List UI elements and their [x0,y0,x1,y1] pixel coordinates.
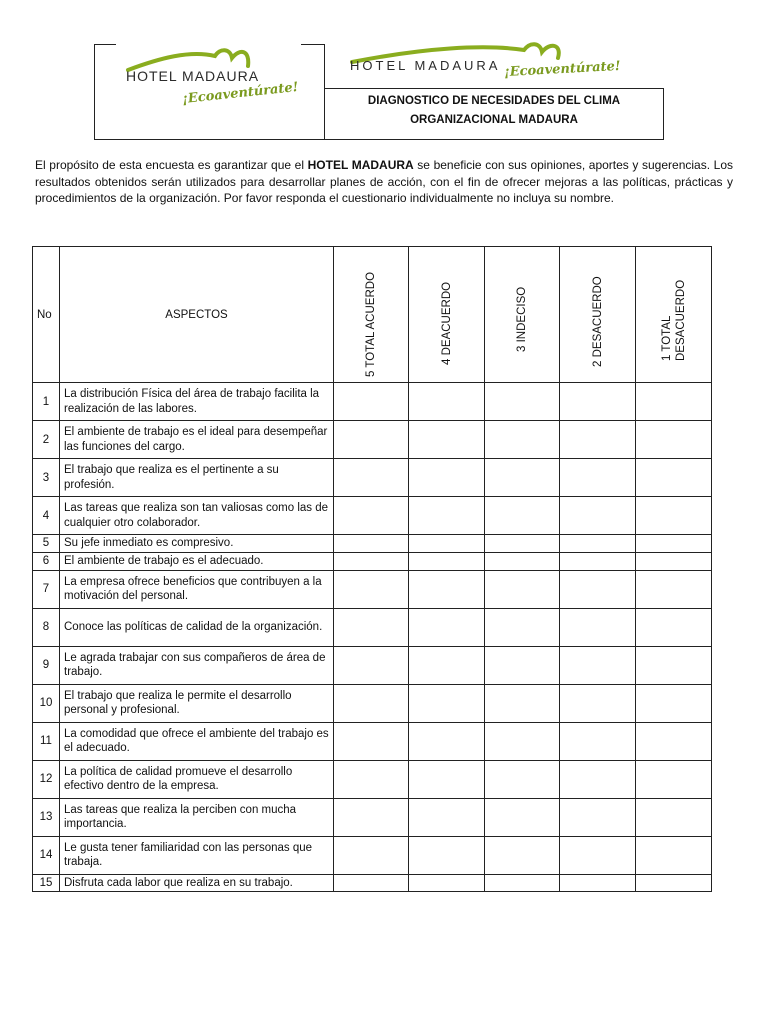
answer-cell-4[interactable] [409,383,485,421]
intro-paragraph [35,157,733,207]
answer-cell-5[interactable] [334,552,409,570]
title-line-2: ORGANIZACIONAL MADAURA [410,114,578,126]
answer-cell-5[interactable] [334,798,409,836]
answer-cell-5[interactable] [334,646,409,684]
title-line-1: DIAGNOSTICO DE NECESIDADES DEL CLIMA [367,95,621,107]
answer-cell-4[interactable] [409,874,485,892]
scale-5-label: 5 TOTAL ACUERDO [365,271,377,377]
answer-cell-3[interactable] [485,383,560,421]
answer-cell-1[interactable] [636,684,712,722]
row-number: 10 [33,684,60,722]
row-aspect-text: Le agrada trabajar con sus compañeros de área de trabajo. [60,646,334,684]
row-aspect-text: El ambiente de trabajo es el adecuado. [60,552,334,570]
answer-cell-4[interactable] [409,836,485,874]
answer-cell-5[interactable] [334,608,409,646]
answer-cell-4[interactable] [409,421,485,459]
answer-cell-3[interactable] [485,722,560,760]
document-title [324,92,664,130]
intro-part-2: se beneficie con sus opiniones, aportes y sugerencias. Los resultados obtenidos serán utilizados para desarrollar planes de acción, con el fin de ofrecer mejoras a las políticas, prácticas y procedimientos de la organización. Por favor responda el cuestionario individualmente no incluya su nombre. [35,158,734,205]
table-row [33,760,712,798]
answer-cell-2[interactable] [560,760,636,798]
answer-cell-3[interactable] [485,459,560,497]
hotel-logo-left [120,44,310,114]
intro-hotel-name: HOTEL MADAURA [307,158,414,172]
answer-cell-2[interactable] [560,421,636,459]
answer-cell-1[interactable] [636,383,712,421]
answer-cell-1[interactable] [636,760,712,798]
answer-cell-5[interactable] [334,760,409,798]
row-number: 6 [33,552,60,570]
logo-left-name: HOTEL MADAURA [126,68,260,84]
answer-cell-2[interactable] [560,535,636,553]
table-row [33,421,712,459]
scale-3-label: 3 INDECISO [516,286,528,352]
scale-2-label: 2 DESACUERDO [591,275,604,367]
table-row [33,684,712,722]
answer-cell-3[interactable] [485,570,560,608]
table-row [33,459,712,497]
table-header-row [33,247,712,383]
row-aspect-text: Disfruta cada labor que realiza en su trabajo. [60,874,334,892]
answer-cell-4[interactable] [409,798,485,836]
answer-cell-1[interactable] [636,535,712,553]
answer-cell-3[interactable] [485,421,560,459]
header-scale-1 [636,247,712,383]
answer-cell-2[interactable] [560,684,636,722]
answer-cell-1[interactable] [636,552,712,570]
answer-cell-3[interactable] [485,874,560,892]
survey-table [32,246,712,892]
answer-cell-3[interactable] [485,836,560,874]
row-aspect-text: Conoce las políticas de calidad de la organización. [60,608,334,646]
answer-cell-5[interactable] [334,459,409,497]
row-aspect-text: El trabajo que realiza le permite el desarrollo personal y profesional. [60,684,334,722]
answer-cell-3[interactable] [485,760,560,798]
answer-cell-2[interactable] [560,552,636,570]
header-scale-2 [560,247,636,383]
answer-cell-4[interactable] [409,497,485,535]
table-row [33,383,712,421]
row-number: 12 [33,760,60,798]
answer-cell-3[interactable] [485,535,560,553]
answer-cell-4[interactable] [409,535,485,553]
table-row [33,570,712,608]
table-row [33,874,712,892]
answer-cell-5[interactable] [334,722,409,760]
answer-cell-2[interactable] [560,836,636,874]
answer-cell-5[interactable] [334,874,409,892]
answer-cell-2[interactable] [560,646,636,684]
row-number: 5 [33,535,60,553]
answer-cell-3[interactable] [485,552,560,570]
answer-cell-1[interactable] [636,608,712,646]
header-aspects: ASPECTOS [60,247,334,383]
answer-cell-4[interactable] [409,552,485,570]
answer-cell-2[interactable] [560,874,636,892]
answer-cell-2[interactable] [560,798,636,836]
row-aspect-text: Las tareas que realiza son tan valiosas como las de cualquier otro colaborador. [60,497,334,535]
row-number: 13 [33,798,60,836]
row-number: 14 [33,836,60,874]
answer-cell-3[interactable] [485,646,560,684]
row-aspect-text: Las tareas que realiza la perciben con mucha importancia. [60,798,334,836]
header-no: No [33,247,60,383]
answer-cell-4[interactable] [409,608,485,646]
answer-cell-3[interactable] [485,608,560,646]
row-aspect-text: La política de calidad promueve el desarrollo efectivo dentro de la empresa. [60,760,334,798]
logo-right-name: HOTEL MADAURA [350,58,501,73]
answer-cell-4[interactable] [409,646,485,684]
row-number: 11 [33,722,60,760]
answer-cell-3[interactable] [485,684,560,722]
answer-cell-4[interactable] [409,722,485,760]
row-aspect-text: El ambiente de trabajo es el ideal para desempeñar las funciones del cargo. [60,421,334,459]
intro-part-1: El propósito de esta encuesta es garantizar que el [35,158,308,172]
table-row [33,722,712,760]
answer-cell-2[interactable] [560,570,636,608]
row-aspect-text: El trabajo que realiza es el pertinente a su profesión. [60,459,334,497]
answer-cell-3[interactable] [485,497,560,535]
row-number: 9 [33,646,60,684]
row-aspect-text: Le gusta tener familiaridad con las personas que trabaja. [60,836,334,874]
scale-1-label: 1 TOTAL DESACUERDO [660,279,687,361]
answer-cell-5[interactable] [334,535,409,553]
answer-cell-4[interactable] [409,760,485,798]
row-aspect-text: La empresa ofrece beneficios que contribuyen a la motivación del personal. [60,570,334,608]
header-scale-3 [485,247,560,383]
table-row [33,497,712,535]
answer-cell-2[interactable] [560,383,636,421]
table-row [33,552,712,570]
answer-cell-1[interactable] [636,836,712,874]
row-number: 2 [33,421,60,459]
answer-cell-1[interactable] [636,459,712,497]
answer-cell-1[interactable] [636,497,712,535]
answer-cell-4[interactable] [409,570,485,608]
answer-cell-1[interactable] [636,874,712,892]
row-aspect-text: Su jefe inmediato es compresivo. [60,535,334,553]
answer-cell-1[interactable] [636,798,712,836]
table-row [33,535,712,553]
header-scale-4 [409,247,485,383]
answer-cell-1[interactable] [636,646,712,684]
answer-cell-2[interactable] [560,497,636,535]
row-number: 4 [33,497,60,535]
answer-cell-4[interactable] [409,684,485,722]
answer-cell-5[interactable] [334,421,409,459]
answer-cell-2[interactable] [560,608,636,646]
row-number: 15 [33,874,60,892]
table-row [33,608,712,646]
logo-right-slogan: ¡Ecoaventúrate! [503,58,621,81]
table-row [33,646,712,684]
answer-cell-2[interactable] [560,459,636,497]
row-number: 7 [33,570,60,608]
scale-4-label: 4 DEACUERDO [440,281,453,365]
answer-cell-1[interactable] [636,421,712,459]
header-scale-5 [334,247,409,383]
logo-left-slogan: ¡Ecoaventúrate! [181,79,300,108]
answer-cell-5[interactable] [334,497,409,535]
row-number: 1 [33,383,60,421]
row-aspect-text: La comodidad que ofrece el ambiente del trabajo es el adecuado. [60,722,334,760]
answer-cell-4[interactable] [409,459,485,497]
answer-cell-3[interactable] [485,798,560,836]
answer-cell-1[interactable] [636,570,712,608]
hotel-logo-right [344,44,664,89]
row-aspect-text: La distribución Física del área de trabajo facilita la realización de las labores. [60,383,334,421]
answer-cell-5[interactable] [334,570,409,608]
table-row [33,836,712,874]
answer-cell-1[interactable] [636,722,712,760]
answer-cell-5[interactable] [334,836,409,874]
answer-cell-5[interactable] [334,383,409,421]
row-number: 8 [33,608,60,646]
answer-cell-2[interactable] [560,722,636,760]
row-number: 3 [33,459,60,497]
answer-cell-5[interactable] [334,684,409,722]
table-row [33,798,712,836]
